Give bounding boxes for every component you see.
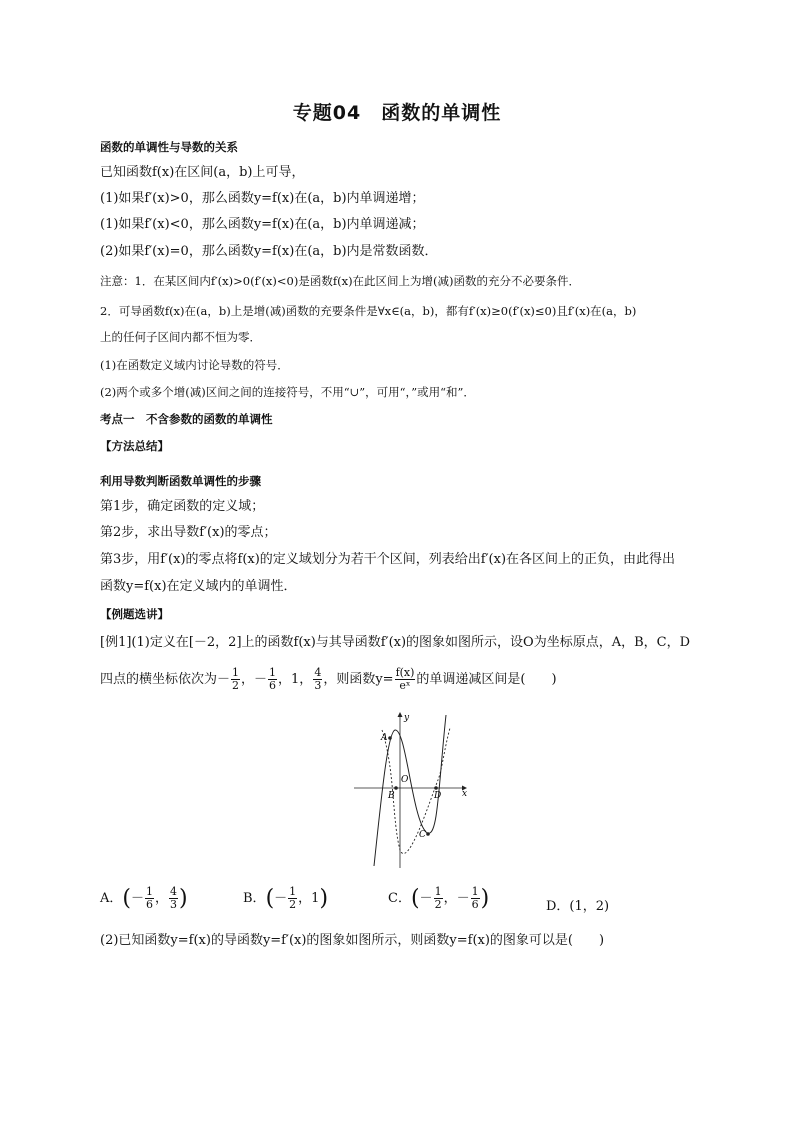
example-1-line-1: [例1](1)定义在[－2，2]上的函数f(x)与其导函数f′(x)的图象如图所示，设O为坐标原点，A，B，C，D (100, 635, 691, 650)
rule-decreasing: (1)如果f′(x)<0，那么函数y=f(x)在(a，b)内单调递减； (100, 217, 425, 232)
note-3: (1)在函数定义域内讨论导数的符号． (100, 358, 289, 372)
steps-heading: 利用导数判断函数单调性的步骤 (100, 474, 261, 488)
example-1-part-2: (2)已知函数y=f(x)的导函数y=f′(x)的图象如图所示，则函数y=f(x)的图象可以是( ) (100, 933, 605, 948)
point-C (426, 832, 430, 836)
label-D: D (434, 791, 442, 801)
label-x: x (462, 789, 468, 799)
note-1: 注意：1．在某区间内f′(x)>0(f′(x)<0)是函数f(x)在此区间上为增(减)函数的充分不必要条件． (100, 274, 581, 288)
rule-increasing: (1)如果f′(x)>0，那么函数y=f(x)在(a，b)内单调递增； (100, 191, 425, 206)
section-heading: 函数的单调性与导数的关系 (100, 140, 238, 154)
kaodian-heading: 考点一 不含参数的函数的单调性 (100, 412, 273, 426)
label-y: y (404, 713, 410, 723)
step-1: 第1步，确定函数的定义域； (100, 499, 265, 514)
label-C: C (419, 830, 426, 840)
function-graph-figure (350, 710, 470, 870)
label-O: O (401, 775, 409, 785)
fraction-one-half: $\frac{1}{2}$ (232, 666, 240, 692)
point-A (388, 736, 392, 740)
option-C[interactable]: C．(－ $\frac{1}{2}$ ，－ $\frac{1}{6}$ ) (388, 885, 490, 911)
option-A[interactable]: A．(－ $\frac{1}{6}$ ， $\frac{4}{3}$ ) (100, 885, 188, 911)
option-D[interactable]: D．(1，2) (546, 899, 610, 914)
example-1-line-2: 四点的横坐标依次为－ $\frac{1}{2}$ ，－ $\frac{1}{6}$ ，1， $\frac{4}{3}$ ，则函数y= $\frac{f(x)}{\text{eˣ}}$ 的单调递减区间是( ) (100, 666, 557, 692)
note-2b: 上的任何子区间内都不恒为零． (100, 330, 261, 344)
fraction-four-thirds: $\frac{4}{3}$ (314, 666, 322, 692)
method-summary-label: 【方法总结】 (100, 439, 169, 453)
step-3a: 第3步，用f′(x)的零点将f(x)的定义域划分为若干个区间，列表给出f′(x)在各区间上的正负，由此得出 (100, 552, 676, 567)
rule-constant: (2)如果f′(x)=0，那么函数y=f(x)在(a，b)内是常数函数． (100, 244, 438, 259)
step-3b: 函数y=f(x)在定义域内的单调性． (100, 579, 297, 594)
note-2a: 2．可导函数f(x)在(a，b)上是增(减)函数的充要条件是∀x∈(a，b)，都有f′(x)≥0(f′(x)≤0)且f′(x)在(a，b) (100, 304, 637, 318)
y-axis-arrow (398, 712, 403, 717)
fraction-fx-over-ex: $\frac{f(x)}{\text{eˣ}}$ (395, 666, 415, 692)
label-B: B (388, 791, 395, 801)
intro-text: 已知函数f(x)在区间(a，b)上可导， (100, 165, 305, 180)
point-B (394, 786, 398, 790)
label-A: A (381, 733, 388, 743)
note-4: (2)两个或多个增(减)区间之间的连接符号，不用“∪”，可用“，”或用“和”． (100, 385, 475, 399)
step-2: 第2步，求出导数f′(x)的零点； (100, 525, 277, 540)
page-title: 专题04 函数的单调性 (292, 102, 502, 124)
fraction-one-sixth: $\frac{1}{6}$ (269, 666, 277, 692)
example-label: 【例题选讲】 (100, 607, 169, 621)
option-B[interactable]: B．(－ $\frac{1}{2}$ ，1) (243, 885, 329, 911)
point-D (434, 786, 438, 790)
